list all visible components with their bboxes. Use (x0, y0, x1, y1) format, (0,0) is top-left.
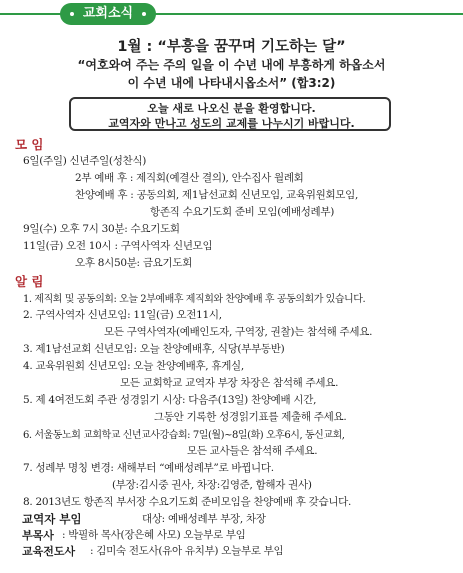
notice-line: 3. 제1남선교회 신년모임: 오늘 찬양예배후, 식당(부부동반) (23, 343, 285, 355)
notice-line: 모든 교사들은 참석해 주세요. (187, 445, 318, 457)
month-title: 1월 : “부흥을 꿈꾸며 기도하는 달” (117, 39, 346, 55)
notice-line: 그동안 기록한 성경읽기표를 제출해 주세요. (154, 411, 347, 423)
verse-line-1: “여호와여 주는 주의 일을 이 수년 내에 부흥하게 하옵소서 (77, 58, 386, 72)
notice-line: 7. 성례부 명칭 변경: 새해부터 “예배성례부”로 바뀝니다. (23, 462, 274, 474)
meeting-line: 2부 예배 후 : 제직회(예결산 결의), 안수집사 월례회 (75, 172, 304, 184)
notice-line: 8. 2013년도 항존직 부서장 수요기도회 준비모임을 찬양예배 후 갖습니다. (23, 496, 352, 508)
edu-evangelist-label: 교육전도사 (22, 545, 76, 558)
welcome-line-2: 교역자와 만나고 성도의 교제를 나누시기 바랍니다. (108, 117, 355, 130)
notice-line: 1. 제직회 및 공동의회: 오늘 2부예배후 제직회와 찬양예배 후 공동의회가 있습니다. (23, 294, 366, 305)
assoc-pastor-text: : 박필하 목사(장은혜 사모) 오늘부로 부임 (62, 529, 246, 541)
verse-line-2: 이 수년 내에 나타내시옵소서” (합3:2) (127, 76, 336, 90)
staff-section-heading: 교역자 부임 (22, 512, 82, 526)
notice-line: (부장:김시중 권사, 차장:김영준, 함해자 권사) (112, 479, 312, 491)
section-tab (60, 3, 156, 25)
notice-line: 대상: 예배성례부 부장, 차장 (142, 513, 266, 525)
notice-line: 6. 서울동노회 교회학교 신년교사강습회: 7일(월)~8일(화) 오후6시, 동신교회, (23, 430, 345, 441)
notice-line: 모든 구역사역자(예배인도자, 구역장, 권찰)는 참석해 주세요. (104, 326, 373, 338)
meetings-heading: 모 임 (15, 137, 44, 152)
meeting-line: 찬양예배 후 : 공동의회, 제1남선교회 신년모임, 교육위원회모임, (75, 189, 359, 201)
notice-line: 2. 구역사역자 신년모임: 11일(금) 오전11시, (23, 309, 222, 321)
meeting-line: 6일(주일) 신년주일(성찬식) (23, 155, 147, 167)
edu-evangelist-text: : 김미숙 전도사(유아 유치부) 오늘부로 부임 (90, 545, 284, 557)
notice-line: 4. 교육위원회 신년모임: 오늘 찬양예배후, 휴게실, (23, 360, 244, 372)
notice-line: 5. 제 4여전도회 주관 성경읽기 시상: 다음주(13일) 찬양예배 시간, (23, 394, 317, 406)
notice-line: 모든 교회학교 교역자 부장 차장은 참석해 주세요. (120, 377, 339, 389)
meeting-line: 11일(금) 오전 10시 : 구역사역자 신년모임 (23, 240, 213, 252)
tab-dot-right-icon (142, 12, 146, 16)
meeting-line: 9일(수) 오후 7시 30분: 수요기도회 (23, 223, 180, 235)
meeting-line: 항존직 수요기도회 준비 모임(예배성례부) (150, 206, 335, 218)
welcome-line-1: 오늘 새로 나오신 분을 환영합니다. (147, 102, 316, 115)
notices-heading: 알 림 (15, 274, 44, 289)
assoc-pastor-label: 부목사 (22, 529, 54, 542)
tab-label: 교회소식 (82, 6, 134, 21)
meeting-line: 오후 8시50분: 금요기도회 (75, 257, 193, 269)
